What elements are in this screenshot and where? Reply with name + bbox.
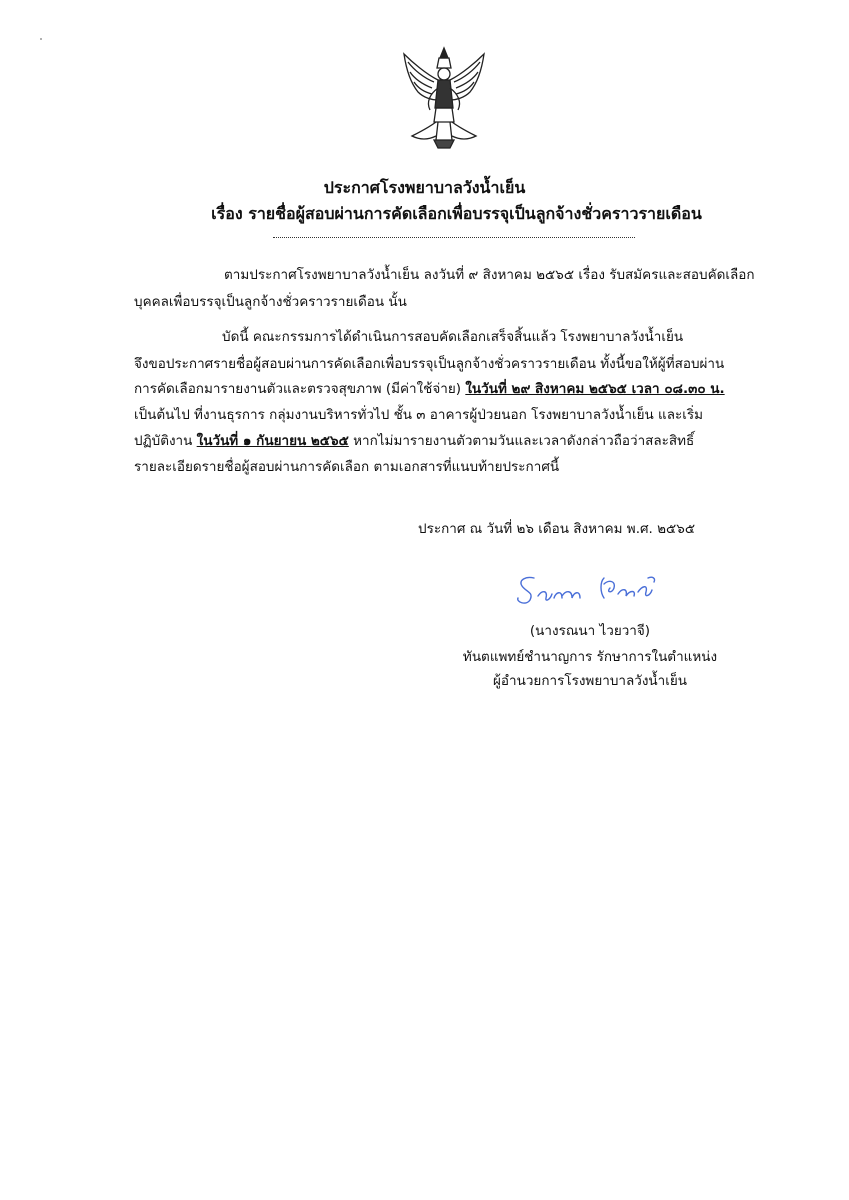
signatory-title: ผู้อำนวยการโรงพยาบาลวังน้ำเย็น bbox=[493, 673, 687, 689]
body-paragraph-2-line-1: บัดนี้ คณะกรรมการได้ดำเนินการสอบคัดเลือกเสร็จสิ้นแล้ว โรงพยาบาลวังน้ำเย็น bbox=[222, 329, 684, 345]
body-paragraph-2-line-2: จึงขอประกาศรายชื่อผู้สอบผ่านการคัดเลือกเพื่อบรรจุเป็นลูกจ้างชั่วคราวรายเดือน ทั้งนี้ขอให้ผู้ที่สอบผ่าน bbox=[134, 356, 725, 372]
scan-speck bbox=[40, 38, 42, 40]
body-paragraph-2-line-3 bbox=[134, 380, 725, 398]
start-date-highlight: ในวันที่ ๑ กันยายน ๒๕๖๕ bbox=[196, 433, 349, 449]
body-text: ปฏิบัติงาน bbox=[134, 433, 197, 449]
report-date-highlight: ในวันที่ ๒๙ สิงหาคม ๒๕๖๕ เวลา ๐๘.๓๐ น. bbox=[465, 381, 725, 397]
announcement-date: ประกาศ ณ วันที่ ๒๖ เดือน สิงหาคม พ.ศ. ๒๕๖๕ bbox=[418, 521, 696, 537]
body-paragraph-2-line-5 bbox=[134, 432, 694, 450]
signature-image bbox=[512, 568, 662, 608]
body-paragraph-1-line-1: ตามประกาศโรงพยาบาลวังน้ำเย็น ลงวันที่ ๙ สิงหาคม ๒๕๖๕ เรื่อง รับสมัครและสอบคัดเลือก bbox=[224, 267, 755, 283]
announcement-subject: เรื่อง รายชื่อผู้สอบผ่านการคัดเลือกเพื่อบรรจุเป็นลูกจ้างชั่วคราวรายเดือน bbox=[211, 204, 702, 223]
body-paragraph-2-line-6: รายละเอียดรายชื่อผู้สอบผ่านการคัดเลือก ตามเอกสารที่แนบท้ายประกาศนี้ bbox=[134, 459, 560, 475]
body-text: การคัดเลือกมารายงานตัวและตรวจสุขภาพ (มีค่าใช้จ่าย) bbox=[134, 381, 466, 397]
announcement-title: ประกาศโรงพยาบาลวังน้ำเย็น bbox=[323, 178, 526, 197]
body-paragraph-2-line-4: เป็นต้นไป ที่งานธุรการ กลุ่มงานบริหารทั่วไป ชั้น ๓ อาคารผู้ป่วยนอก โรงพยาบาลวังน้ำเย็น และเริ่ม bbox=[134, 407, 704, 423]
body-paragraph-1-line-2: บุคคลเพื่อบรรจุเป็นลูกจ้างชั่วคราวรายเดือน นั้น bbox=[134, 294, 407, 310]
signatory-name: (นางรณนา ไวยวาจี) bbox=[529, 623, 651, 639]
garuda-emblem-icon bbox=[398, 44, 490, 150]
dotted-divider bbox=[273, 236, 635, 238]
body-text: หากไม่มารายงานตัวตามวันและเวลาดังกล่าวถือว่าสละสิทธิ์ bbox=[348, 433, 695, 449]
signatory-position: ทันตแพทย์ชำนาญการ รักษาการในตำแหน่ง bbox=[462, 649, 718, 665]
